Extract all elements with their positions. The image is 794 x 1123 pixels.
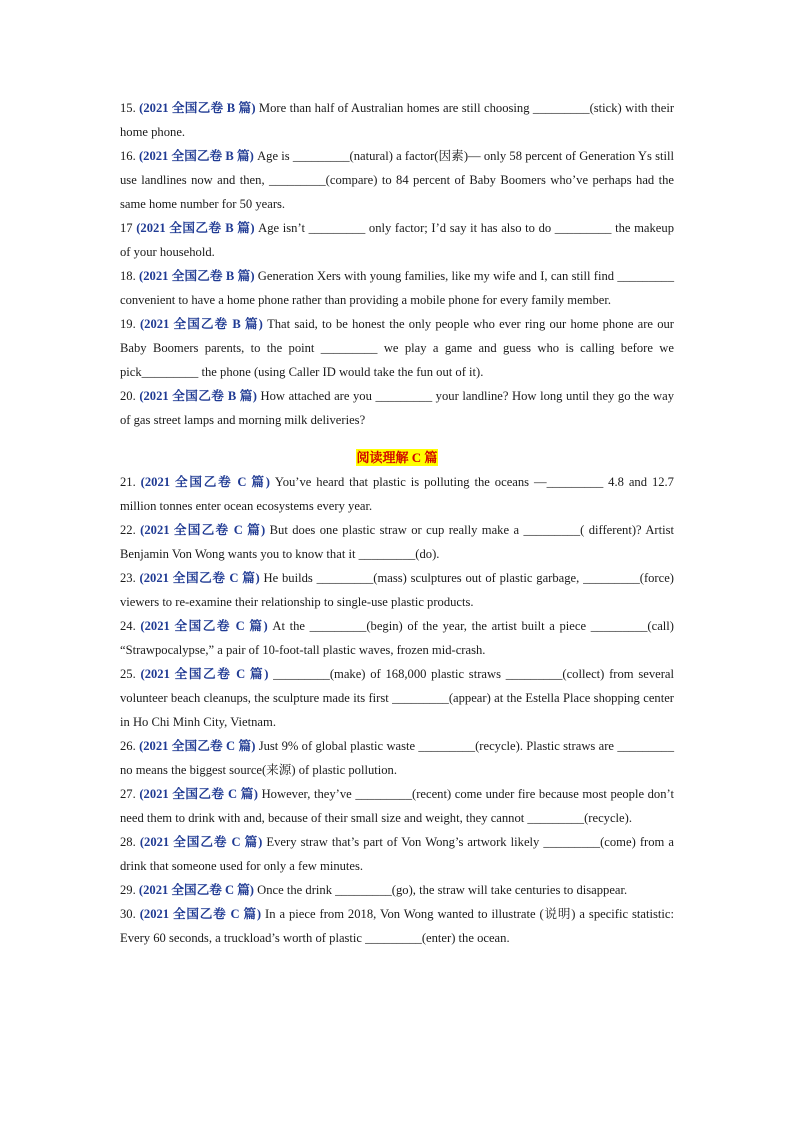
question-item xyxy=(120,614,674,662)
question-source: (2021 全国乙卷 B 篇) xyxy=(138,149,254,163)
section-c-questions xyxy=(120,470,674,950)
question-source: (2021 全国乙卷 C 篇) xyxy=(140,523,266,537)
section-c-title: 阅读理解 C 篇 xyxy=(356,450,438,465)
question-number: 19. xyxy=(120,317,136,331)
question-number: 23. xyxy=(120,571,136,585)
question-number: 22. xyxy=(120,523,136,537)
question-text: However, they’ve _________(recent) come under fire because most people don’t need them to drink with and, because of their small size and weight, they cannot _________(recycle). xyxy=(120,787,674,825)
question-item xyxy=(120,734,674,782)
section-c-heading xyxy=(120,446,674,470)
question-number: 30. xyxy=(120,907,136,921)
question-number: 26. xyxy=(120,739,136,753)
question-text: He builds _________(mass) sculptures out of plastic garbage, _________(force) viewers to re-examine their relationship to single-use plastic products. xyxy=(120,571,674,609)
question-text: Age is _________(natural) a factor(因素)— only 58 percent of Generation Ys still use landlines now and then, _________(compare) to 84 percent of Baby Boomers who’ve perhaps had the same home number for 50 years. xyxy=(120,149,674,211)
question-source: (2021 全国乙卷 C 篇) xyxy=(139,739,256,753)
question-item xyxy=(120,878,674,902)
question-source: (2021 全国乙卷 B 篇) xyxy=(139,389,257,403)
question-item xyxy=(120,216,674,264)
question-item xyxy=(120,902,674,950)
question-source: (2021 全国乙卷 B 篇) xyxy=(139,269,255,283)
question-number: 15. xyxy=(120,101,136,115)
question-item xyxy=(120,830,674,878)
question-item xyxy=(120,384,674,432)
question-text: How attached are you _________ your landline? How long until they go the way of gas street lamps and morning milk deliveries? xyxy=(120,389,674,427)
question-source: (2021 全国乙卷 B 篇) xyxy=(136,221,255,235)
question-text: More than half of Australian homes are still choosing _________(stick) with their home phone. xyxy=(120,101,675,139)
question-text: In a piece from 2018, Von Wong wanted to illustrate (说明) a specific statistic: Every 60 seconds, a truckload’s worth of plastic _________(enter) the ocean. xyxy=(120,907,674,945)
question-text: Once the drink _________(go), the straw will take centuries to disappear. xyxy=(254,883,628,897)
question-item xyxy=(120,782,674,830)
question-source: (2021 全国乙卷 C 篇) xyxy=(140,475,270,489)
question-text: Every straw that’s part of Von Wong’s artwork likely _________(come) from a drink that someone used for only a few minutes. xyxy=(120,835,674,873)
question-number: 29. xyxy=(120,883,136,897)
question-item xyxy=(120,662,674,734)
question-text: But does one plastic straw or cup really make a _________( different)? Artist Benjamin Von Wong wants you to know that it _________(do). xyxy=(120,523,675,561)
question-number: 18. xyxy=(120,269,136,283)
question-source: (2021 全国乙卷 C 篇) xyxy=(139,835,263,849)
question-number: 21. xyxy=(120,475,136,489)
question-number: 17 xyxy=(120,221,133,235)
question-number: 27. xyxy=(120,787,136,801)
question-text: _________(make) of 168,000 plastic straws _________(collect) from several volunteer beach cleanups, the sculpture made its first _________(appear) at the Estella Place shopping center in Ho Chi Minh City, Vietnam. xyxy=(120,667,674,729)
question-text: Just 9% of global plastic waste _________(recycle). Plastic straws are _________ no means the biggest source(来源) of plastic pollution. xyxy=(120,739,674,777)
question-source: (2021 全国乙卷 C 篇) xyxy=(138,883,254,897)
question-text: Generation Xers with young families, like my wife and I, can still find _________ convenient to have a home phone rather than providing a mobile phone for every family member. xyxy=(120,269,675,307)
question-source: (2021 全国乙卷 C 篇) xyxy=(139,571,260,585)
question-text: At the _________(begin) of the year, the artist built a piece _________(call) “Strawpocalypse,” a pair of 10-foot-tall plastic waves, frozen mid-crash. xyxy=(120,619,674,657)
question-item xyxy=(120,312,674,384)
question-number: 20. xyxy=(120,389,136,403)
question-number: 24. xyxy=(120,619,136,633)
question-item xyxy=(120,518,674,566)
section-b-questions xyxy=(120,96,674,432)
question-text: That said, to be honest the only people who ever ring our home phone are our Baby Boomers parents, to the point _________ we play a game and guess who is calling before we pick_________ the phone (using Caller ID would take the fun out of it). xyxy=(120,317,674,379)
question-source: (2021 全国乙卷 C 篇) xyxy=(140,619,268,633)
question-source: (2021 全国乙卷 B 篇) xyxy=(139,317,263,331)
question-text: You’ve heard that plastic is polluting the oceans —_________ 4.8 and 12.7 million tonnes enter ocean ecosystems every year. xyxy=(120,475,674,513)
question-text: Age isn’t _________ only factor; I’d say it has also to do _________ the makeup of your household. xyxy=(120,221,674,259)
question-item xyxy=(120,144,674,216)
question-source: (2021 全国乙卷 B 篇) xyxy=(139,101,256,115)
question-item xyxy=(120,96,674,144)
question-number: 16. xyxy=(120,149,136,163)
question-source: (2021 全国乙卷 C 篇) xyxy=(140,667,269,681)
question-item xyxy=(120,470,674,518)
question-source: (2021 全国乙卷 C 篇) xyxy=(139,787,258,801)
question-item xyxy=(120,566,674,614)
question-item xyxy=(120,264,674,312)
question-source: (2021 全国乙卷 C 篇) xyxy=(139,907,262,921)
question-number: 28. xyxy=(120,835,136,849)
question-number: 25. xyxy=(120,667,136,681)
worksheet-page xyxy=(120,96,674,950)
